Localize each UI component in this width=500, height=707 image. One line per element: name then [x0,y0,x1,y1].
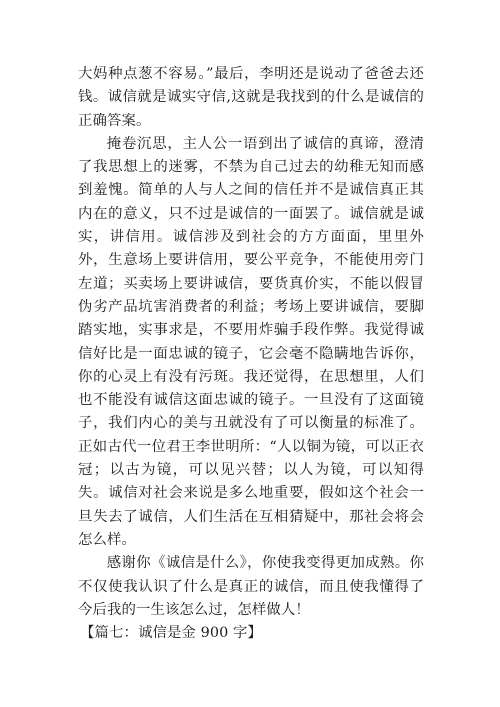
document-body [78,63,424,645]
section-heading: 【篇七：诚信是金 900 字】 [80,625,263,642]
paragraph-2: 掩卷沉思，主人公一语到出了诚信的真谛，澄清了我思想上的迷雾，不禁为自己过去的幼稚无知而感到羞愧。简单的人与人之间的信任并不是诚信真正其内在的意义，只不过是诚信的一面罢了。诚信就是诚实，讲信用。诚信涉及到社会的方方面面，里里外外，生意场上要讲信用，要公平竞争，不能使用旁门左道；买卖场上要讲诚信，要货真价实，不能以假冒伪劣产品坑害消费者的利益；考场上要讲诚信，要脚踏实地，实事求是，不要用炸骗手段作弊。我觉得诚信好比是一面忠诚的镜子，它会毫不隐瞒地告诉你，你的心灵上有没有污斑。我还觉得，在思想里，人们也不能没有诚信这面忠诚的镜子。一旦没有了这面镜子，我们内心的美与丑就没有了可以衡量的标准了。正如古代一位君王李世明所：“人以铜为镜，可以正衣冠；以古为镜，可以见兴替；以人为镜，可以知得失。诚信对社会来说是多么地重要，假如这个社会一旦失去了诚信，人们生活在互相猜疑中，那社会将会怎么样。 [78,135,424,548]
paragraph-1: 大妈种点葱不容易。”最后，李明还是说动了爸爸去还钱。诚信就是诚实守信,这就是我找到的什么是诚信的正确答案。 [78,66,424,129]
paragraph-3: 感谢你《诚信是什么》，你使我变得更加成熟。你不仅使我认识了什么是真正的诚信，而且使我懂得了今后我的一生该怎么过，怎样做人！ [78,555,424,618]
